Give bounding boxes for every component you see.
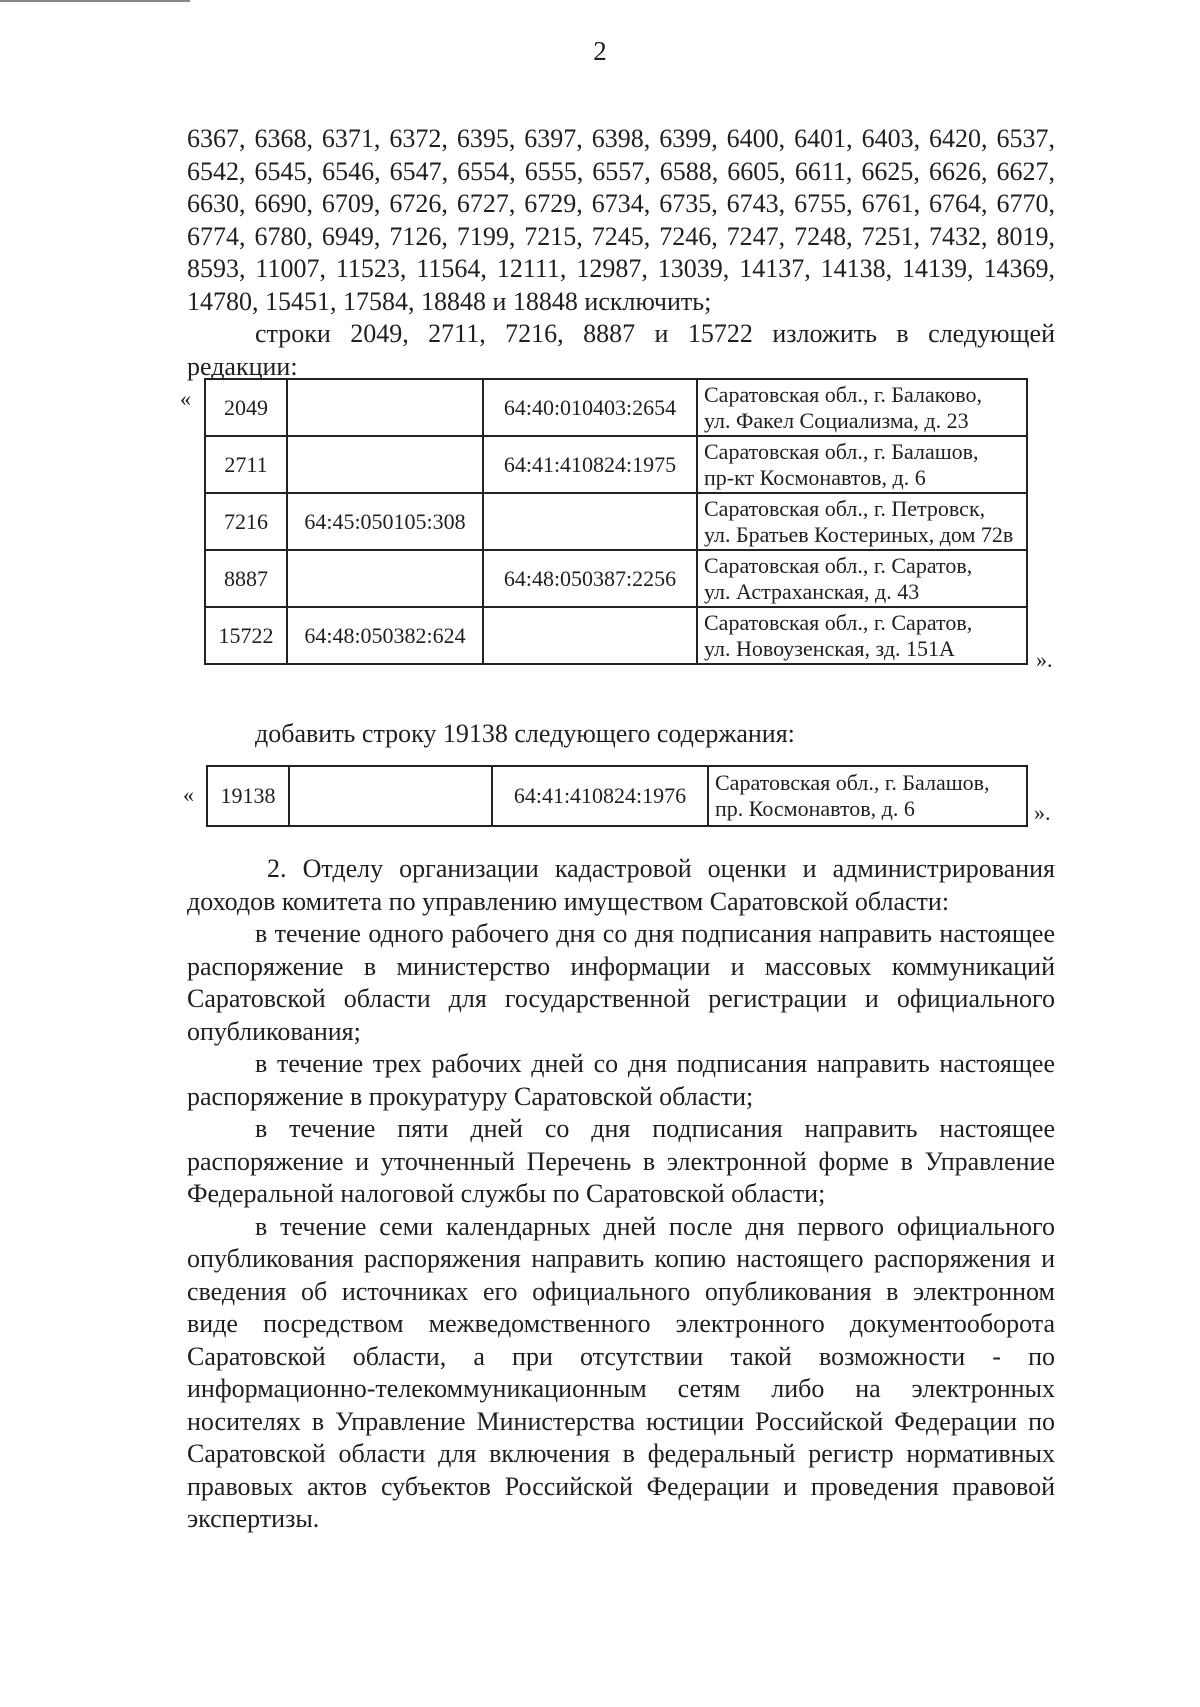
address-line: Саратовская обл., г. Балаково, bbox=[704, 381, 983, 407]
cadastral-building bbox=[287, 379, 483, 436]
text-line: в течение одного рабочего дня со дня подписания направить настоящее bbox=[255, 919, 1055, 948]
address-line: ул. Факел Социализма, д. 23 bbox=[704, 407, 969, 433]
add-table bbox=[206, 765, 1028, 827]
table-row bbox=[205, 436, 1027, 493]
paragraph bbox=[187, 1113, 1055, 1211]
text-line: Саратовской области для включения в федеральный регистр нормативных bbox=[187, 1439, 1055, 1468]
paragraph bbox=[187, 918, 1055, 1048]
row-number: 2049 bbox=[205, 379, 287, 436]
text-line: в течение пяти дней со дня подписания направить настоящее bbox=[255, 1114, 1055, 1143]
cadastral-premise: 64:40:010403:2654 bbox=[483, 379, 697, 436]
quote-close: ». bbox=[1036, 647, 1053, 672]
scan-edge-line bbox=[0, 0, 190, 2]
text-line: Федеральной налоговой службы по Саратовской области; bbox=[187, 1179, 826, 1208]
cadastral-premise: 64:41:410824:1975 bbox=[483, 436, 697, 493]
address-line: Саратовская обл., г. Петровск, bbox=[704, 495, 986, 521]
text-line: экспертизы. bbox=[187, 1504, 320, 1533]
text-line: добавить строку 19138 следующего содержания: bbox=[255, 719, 795, 748]
address-cell bbox=[697, 493, 1027, 550]
section-2 bbox=[187, 853, 1055, 1536]
cadastral-premise: 64:41:410824:1976 bbox=[492, 766, 708, 826]
address-line: Саратовская обл., г. Балашов, bbox=[704, 438, 979, 464]
text-line: 6542, 6545, 6546, 6547, 6554, 6555, 6557, 6588, 6605, 6611, 6625, 6626, 6627, bbox=[187, 156, 1055, 186]
table-row bbox=[205, 379, 1027, 436]
row-number: 7216 bbox=[205, 493, 287, 550]
address-cell bbox=[708, 766, 1027, 826]
paragraph bbox=[187, 1211, 1055, 1536]
page-number: 2 bbox=[593, 36, 607, 66]
cadastral-building bbox=[287, 436, 483, 493]
text-line: Саратовской области для государственной регистрации и официального bbox=[187, 984, 1055, 1013]
text-line: распоряжение и уточненный Перечень в электронной форме в Управление bbox=[187, 1146, 1055, 1176]
amend-table bbox=[204, 378, 1028, 665]
cadastral-premise: 64:48:050387:2256 bbox=[483, 550, 697, 607]
text-line: опубликования; bbox=[187, 1016, 361, 1046]
address-line: ул. Братьев Костериных, дом 72в bbox=[704, 521, 1014, 547]
text-line: 14780, 15451, 17584, 18848 и 18848 исключить; bbox=[187, 286, 712, 316]
cadastral-premise bbox=[483, 607, 697, 664]
text-line: распоряжение в министерство информации и массовых коммуникаций bbox=[187, 951, 1055, 981]
address-cell bbox=[697, 607, 1027, 664]
text-line: 6367, 6368, 6371, 6372, 6395, 6397, 6398, 6399, 6400, 6401, 6403, 6420, 6537, bbox=[187, 124, 1055, 153]
section-heading-line: доходов комитета по управлению имуществом Саратовской области: bbox=[187, 886, 950, 916]
section-heading-line: 2. Отделу организации кадастровой оценки и администрирования bbox=[267, 854, 1055, 883]
quote-close: ». bbox=[1034, 800, 1051, 825]
amend-intro bbox=[187, 318, 1055, 383]
address-cell bbox=[697, 379, 1027, 436]
quote-open: « bbox=[180, 386, 191, 411]
address-line: Саратовская обл., г. Саратов, bbox=[704, 609, 973, 635]
row-number: 15722 bbox=[205, 607, 287, 664]
row-number: 8887 bbox=[205, 550, 287, 607]
row-number: 2711 bbox=[205, 436, 287, 493]
cadastral-premise bbox=[483, 493, 697, 550]
text-line: строки 2049, 2711, 7216, 8887 и 15722 изложить в следующей bbox=[255, 319, 1055, 348]
cadastral-building: 64:48:050382:624 bbox=[287, 607, 483, 664]
text-line: в течение семи календарных дней после дня первого официального bbox=[255, 1211, 1055, 1241]
text-line: опубликования распоряжения направить копию настоящего распоряжения и bbox=[187, 1244, 1055, 1273]
text-line: сведения об источниках его официального опубликования в электронном bbox=[187, 1276, 1055, 1306]
quote-open: « bbox=[183, 782, 194, 807]
cadastral-building bbox=[289, 766, 492, 826]
address-cell bbox=[697, 550, 1027, 607]
table-row bbox=[205, 550, 1027, 607]
text-line: носителях в Управление Министерства юстиции Российской Федерации по bbox=[187, 1406, 1055, 1436]
address-cell bbox=[697, 436, 1027, 493]
cadastral-building: 64:45:050105:308 bbox=[287, 493, 483, 550]
address-line: пр. Космонавтов, д. 6 bbox=[715, 796, 915, 821]
address-line: Саратовская обл., г. Саратов, bbox=[704, 552, 973, 578]
address-line: ул. Астраханская, д. 43 bbox=[704, 578, 920, 604]
text-line: в течение трех рабочих дней со дня подписания направить настоящее bbox=[255, 1049, 1055, 1078]
text-line: Саратовской области, а при отсутствии такой возможности - по bbox=[187, 1341, 1055, 1371]
text-line: виде посредством межведомственного электронного документооборота bbox=[187, 1309, 1055, 1338]
text-line: правовых актов субъектов Российской Федерации и проведения правовой bbox=[187, 1471, 1055, 1501]
text-line: 6774, 6780, 6949, 7126, 7199, 7215, 7245, 7246, 7247, 7248, 7251, 7432, 8019, bbox=[187, 221, 1055, 251]
address-line: Саратовская обл., г. Балашов, bbox=[715, 770, 990, 795]
table-row bbox=[205, 493, 1027, 550]
add-intro bbox=[187, 718, 1055, 751]
table-row bbox=[205, 607, 1027, 664]
text-line: информационно-телекоммуникационным сетям либо на электронных bbox=[187, 1374, 1055, 1403]
address-line: ул. Новоузенская, зд. 151А bbox=[704, 635, 955, 661]
text-line: 8593, 11007, 11523, 11564, 12111, 12987, 13039, 14137, 14138, 14139, 14369, bbox=[187, 254, 1055, 283]
text-line: 6630, 6690, 6709, 6726, 6727, 6729, 6734, 6735, 6743, 6755, 6761, 6764, 6770, bbox=[187, 189, 1055, 218]
text-line: распоряжение в прокуратуру Саратовской области; bbox=[187, 1081, 754, 1111]
cadastral-building bbox=[287, 550, 483, 607]
text-line: редакции: bbox=[187, 351, 298, 381]
excluded-numbers-paragraph bbox=[187, 123, 1055, 318]
table-row bbox=[207, 766, 1027, 826]
paragraph bbox=[187, 1048, 1055, 1113]
row-number: 19138 bbox=[207, 766, 289, 826]
address-line: пр-кт Космонавтов, д. 6 bbox=[704, 464, 926, 490]
